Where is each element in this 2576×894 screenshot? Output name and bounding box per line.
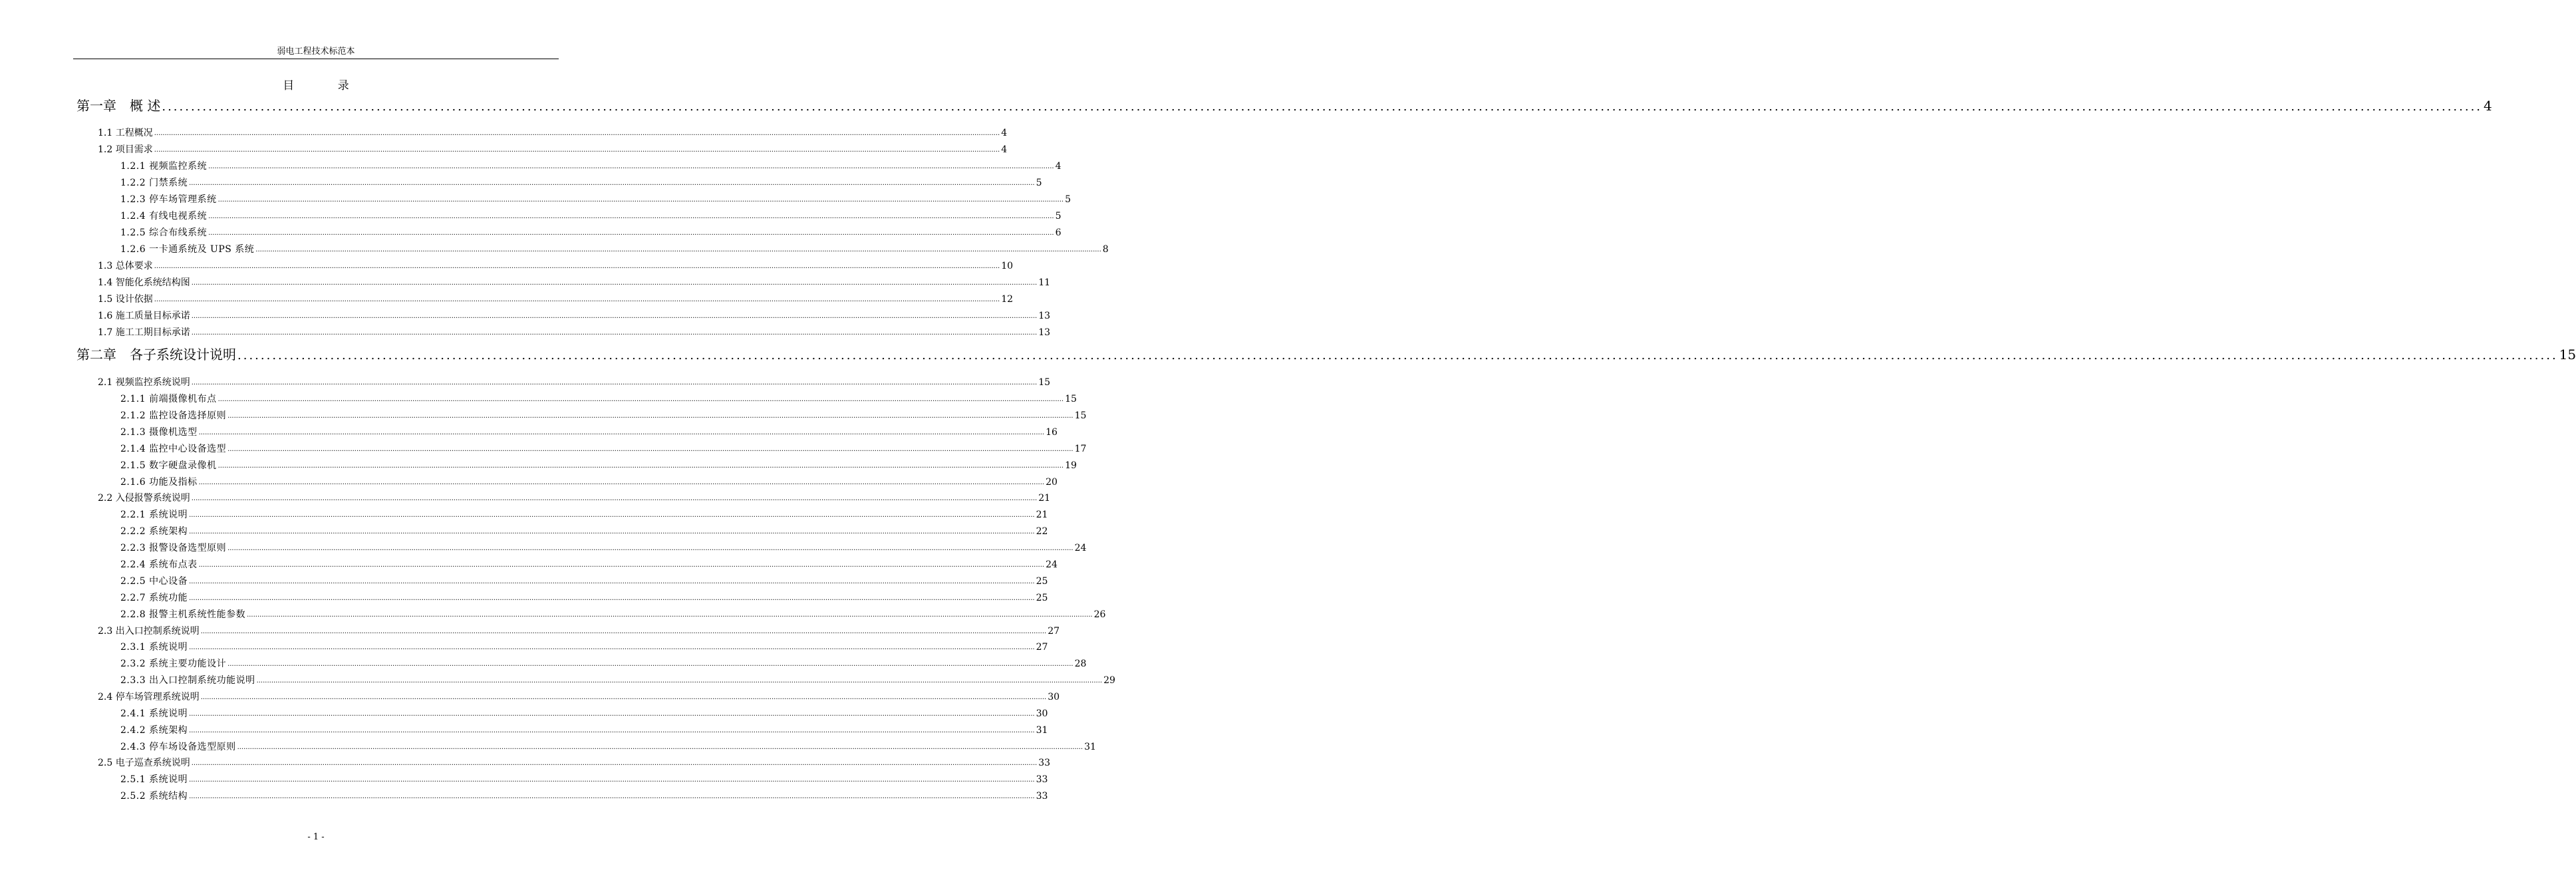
- toc-entry-label: 2.1.4 监控中心设备选型: [120, 444, 227, 454]
- toc-entry-label: 第二章 各子系统设计说明: [76, 347, 236, 363]
- toc-entry-page: 17: [1074, 444, 1087, 454]
- dot-leader: ................................................................................................................................................................................................................................................................................................................................................................................................................: [198, 479, 1045, 486]
- dot-leader: ................................................................................................................................................................................................................................................................................................................................................................................................................: [227, 446, 1073, 453]
- toc-entry-label: 2.1.3 摄像机选型: [120, 427, 198, 438]
- toc-entry[interactable]: [98, 492, 1051, 504]
- dot-leader: ................................................................................................................................................................................................................................................................................................................................................................................................................: [247, 611, 1093, 619]
- toc-entry-label: 1.2 项目需求: [98, 144, 153, 155]
- toc-entry-page: 15: [1065, 394, 1077, 404]
- toc-entry-page: 27: [1048, 626, 1060, 637]
- toc-chapter-entry[interactable]: [76, 97, 2492, 114]
- toc-entry-label: 2.5 电子巡查系统说明: [98, 758, 190, 768]
- toc-entry[interactable]: [120, 243, 1109, 255]
- toc-entry-label: 2.1.5 数字硬盘录像机: [120, 460, 217, 471]
- dot-leader: ................................................................................................................................................................................................................................................................................................................................................................................................................: [200, 694, 1047, 701]
- dot-leader: ................................................................................................................................................................................................................................................................................................................................................................................................................: [208, 163, 1054, 170]
- toc-entry-label: 1.2.5 综合布线系统: [120, 227, 208, 238]
- toc-entry[interactable]: [98, 376, 1051, 388]
- toc-entry-page: 33: [1038, 758, 1051, 768]
- toc-entry[interactable]: [98, 625, 1060, 637]
- dot-leader: ................................................................................................................................................................................................................................................................................................................................................................................................................: [191, 313, 1038, 320]
- toc-entry-page: 4: [2484, 98, 2492, 114]
- toc-entry-label: 2.2.7 系统功能: [120, 593, 188, 603]
- toc-entry[interactable]: [98, 757, 1051, 769]
- toc-entry-page: 31: [1036, 725, 1048, 736]
- toc-entry-label: 2.2.1 系统说明: [120, 510, 188, 520]
- dot-leader: ................................................................................................................................................................................................................................................................................................................................................................................................................: [208, 229, 1054, 237]
- toc-entry-page: 5: [1036, 178, 1042, 188]
- dot-leader: ................................................................................................................................................................................................................................................................................................................................................................................................................: [154, 296, 1000, 303]
- toc-entry-label: 1.5 设计依据: [98, 294, 153, 305]
- toc-entry-page: 8: [1102, 244, 1109, 255]
- toc-entry-label: 2.4 停车场管理系统说明: [98, 692, 200, 702]
- dot-leader: ................................................................................................................................................................................................................................................................................................................................................................................................................: [191, 279, 1038, 287]
- toc-entry-page: 20: [1046, 477, 1058, 488]
- toc-entry-page: 26: [1093, 609, 1106, 620]
- dot-leader: ................................................................................................................................................................................................................................................................................................................................................................................................................: [256, 677, 1103, 684]
- toc-chapter-entry[interactable]: [76, 346, 2576, 363]
- toc-entry-label: 1.1 工程概况: [98, 128, 153, 138]
- dot-leader: ................................................................................................................................................................................................................................................................................................................................................................................................................: [217, 396, 1064, 403]
- dot-leader: ................................................................................................................................................................................................................................................................................................................................................................................................................: [227, 545, 1073, 552]
- toc-entry-label: 1.2.3 停车场管理系统: [120, 194, 217, 205]
- toc-entry-label: 2.1.6 功能及指标: [120, 477, 198, 488]
- dot-leader: ................................................................................................................................................................................................................................................................................................................................................................................................................: [189, 528, 1035, 535]
- dot-leader: ................................................................................................................................................................................................................................................................................................................................................................................................................: [200, 628, 1047, 635]
- toc-entry-label: 2.3.1 系统说明: [120, 642, 188, 653]
- dot-leader: ................................................................................................................................................................................................................................................................................................................................................................................................................: [237, 349, 2558, 363]
- toc-entry-page: 4: [1001, 128, 1008, 138]
- dot-leader: ................................................................................................................................................................................................................................................................................................................................................................................................................: [191, 379, 1038, 386]
- toc-entry-page: 24: [1074, 543, 1087, 553]
- toc-entry-page: 29: [1103, 675, 1115, 686]
- dot-leader: ................................................................................................................................................................................................................................................................................................................................................................................................................: [217, 462, 1064, 470]
- toc-entry-page: 25: [1036, 593, 1048, 603]
- toc-entry[interactable]: [120, 774, 1048, 786]
- toc-entry-page: 21: [1038, 493, 1051, 504]
- toc-entry[interactable]: [120, 592, 1048, 604]
- toc-entry-page: 6: [1055, 227, 1062, 238]
- toc-entry-page: 4: [1055, 161, 1062, 172]
- dot-leader: ................................................................................................................................................................................................................................................................................................................................................................................................................: [154, 263, 1000, 270]
- toc-entry[interactable]: [120, 724, 1048, 736]
- dot-leader: ................................................................................................................................................................................................................................................................................................................................................................................................................: [237, 744, 1083, 751]
- toc-entry-label: 2.1.1 前端摄像机布点: [120, 394, 217, 404]
- toc-entry-page: 30: [1048, 692, 1060, 702]
- dot-leader: ................................................................................................................................................................................................................................................................................................................................................................................................................: [154, 146, 1000, 154]
- toc-entry-label: 1.3 总体要求: [98, 261, 153, 271]
- toc-entry[interactable]: [98, 277, 1051, 289]
- toc-entry[interactable]: [120, 210, 1062, 222]
- dot-leader: ................................................................................................................................................................................................................................................................................................................................................................................................................: [191, 760, 1038, 767]
- toc-entry[interactable]: [120, 790, 1048, 802]
- toc-entry-page: 33: [1036, 774, 1048, 785]
- toc-entry[interactable]: [120, 609, 1106, 621]
- toc-entry-page: 5: [1065, 194, 1071, 205]
- running-header: 弱电工程技术标范本: [277, 47, 355, 57]
- toc-entry-label: 2.1.2 监控设备选择原则: [120, 410, 227, 421]
- toc-entry[interactable]: [120, 674, 1115, 686]
- toc-entry[interactable]: [120, 509, 1048, 521]
- toc-entry[interactable]: [98, 127, 1008, 139]
- toc-entry[interactable]: [120, 410, 1087, 422]
- toc-entry-page: 19: [1065, 460, 1077, 471]
- toc-entry-page: 13: [1038, 327, 1051, 338]
- toc-entry-page: 33: [1036, 791, 1048, 802]
- toc-entry-label: 2.3 出入口控制系统说明: [98, 626, 200, 637]
- toc-entry[interactable]: [98, 260, 1014, 272]
- toc-entry-label: 2.4.3 停车场设备选型原则: [120, 742, 236, 752]
- toc-entry-page: 10: [1001, 261, 1014, 271]
- toc-entry-page: 27: [1036, 642, 1048, 653]
- toc-entry[interactable]: [98, 327, 1051, 339]
- dot-leader: ................................................................................................................................................................................................................................................................................................................................................................................................................: [154, 130, 1000, 137]
- toc-entry[interactable]: [98, 293, 1014, 305]
- toc-entry[interactable]: [120, 194, 1071, 206]
- toc-entry-page: 28: [1074, 659, 1087, 669]
- toc-title: 目 录: [283, 79, 369, 92]
- toc-entry[interactable]: [120, 426, 1058, 438]
- dot-leader: ................................................................................................................................................................................................................................................................................................................................................................................................................: [227, 661, 1073, 668]
- dot-leader: ................................................................................................................................................................................................................................................................................................................................................................................................................: [189, 793, 1035, 800]
- toc-entry-label: 1.2.2 门禁系统: [120, 178, 188, 188]
- page-number: - 1 -: [307, 832, 325, 842]
- toc-entry-label: 2.2.3 报警设备选型原则: [120, 543, 227, 553]
- toc-entry-page: 11: [1038, 277, 1051, 288]
- toc-entry-page: 22: [1036, 526, 1048, 537]
- toc-entry[interactable]: [98, 310, 1051, 322]
- dot-leader: ................................................................................................................................................................................................................................................................................................................................................................................................................: [217, 196, 1064, 204]
- toc-entry-label: 2.3.2 系统主要功能设计: [120, 659, 227, 669]
- toc-entry[interactable]: [120, 443, 1087, 455]
- toc-entry-page: 13: [1038, 311, 1051, 321]
- toc-entry[interactable]: [120, 641, 1048, 653]
- toc-entry-page: 15: [1074, 410, 1087, 421]
- toc-entry-page: 21: [1036, 510, 1048, 520]
- toc-entry-page: 5: [1055, 211, 1062, 222]
- toc-entry-label: 1.2.6 一卡通系统及 UPS 系统: [120, 244, 255, 255]
- toc-entry-label: 2.2.4 系统布点表: [120, 559, 198, 570]
- toc-entry-label: 2.2.8 报警主机系统性能参数: [120, 609, 246, 620]
- toc-entry-page: 24: [1046, 559, 1058, 570]
- toc-entry[interactable]: [120, 575, 1048, 587]
- toc-entry[interactable]: [120, 559, 1058, 571]
- toc-entry-page: 15: [2559, 347, 2576, 363]
- toc-entry-label: 第一章 概 述: [76, 98, 161, 114]
- toc-entry-page: 31: [1084, 742, 1096, 752]
- toc-entry[interactable]: [120, 393, 1077, 405]
- toc-entry-label: 2.4.2 系统架构: [120, 725, 188, 736]
- toc-entry-page: 4: [1001, 144, 1008, 155]
- toc-entry[interactable]: [120, 460, 1077, 472]
- toc-entry[interactable]: [120, 227, 1062, 239]
- toc-entry[interactable]: [120, 741, 1096, 753]
- toc-entry[interactable]: [98, 691, 1060, 703]
- dot-leader: ................................................................................................................................................................................................................................................................................................................................................................................................................: [227, 412, 1073, 420]
- toc-entry-page: 25: [1036, 576, 1048, 587]
- toc-entry-label: 2.3.3 出入口控制系统功能说明: [120, 675, 255, 686]
- toc-entry[interactable]: [120, 525, 1048, 537]
- toc-entry-label: 2.2.2 系统架构: [120, 526, 188, 537]
- toc-entry-label: 2.5.1 系统说明: [120, 774, 188, 785]
- dot-leader: ................................................................................................................................................................................................................................................................................................................................................................................................................: [189, 727, 1035, 734]
- toc-entry-page: 12: [1001, 294, 1014, 305]
- dot-leader: ................................................................................................................................................................................................................................................................................................................................................................................................................: [189, 776, 1035, 784]
- toc-entry-label: 1.7 施工工期目标承诺: [98, 327, 190, 338]
- toc-entry-page: 30: [1036, 708, 1048, 719]
- toc-entry[interactable]: [120, 542, 1087, 554]
- dot-leader: ................................................................................................................................................................................................................................................................................................................................................................................................................: [255, 246, 1101, 253]
- toc-entry-label: 2.4.1 系统说明: [120, 708, 188, 719]
- toc-entry[interactable]: [120, 160, 1062, 172]
- dot-leader: ................................................................................................................................................................................................................................................................................................................................................................................................................: [162, 100, 2483, 114]
- dot-leader: ................................................................................................................................................................................................................................................................................................................................................................................................................: [189, 512, 1035, 519]
- dot-leader: ................................................................................................................................................................................................................................................................................................................................................................................................................: [198, 429, 1045, 436]
- toc-entry[interactable]: [98, 144, 1008, 156]
- toc-entry-label: 2.2.5 中心设备: [120, 576, 188, 587]
- toc-entry[interactable]: [120, 708, 1048, 720]
- toc-entry-label: 1.2.1 视频监控系统: [120, 161, 208, 172]
- dot-leader: ................................................................................................................................................................................................................................................................................................................................................................................................................: [208, 213, 1054, 220]
- dot-leader: ................................................................................................................................................................................................................................................................................................................................................................................................................: [191, 329, 1038, 337]
- toc-entry-page: 15: [1038, 377, 1051, 388]
- dot-leader: ................................................................................................................................................................................................................................................................................................................................................................................................................: [189, 180, 1035, 187]
- toc-entry-label: 1.4 智能化系统结构图: [98, 277, 190, 288]
- dot-leader: ................................................................................................................................................................................................................................................................................................................................................................................................................: [189, 644, 1035, 651]
- toc-entry-label: 1.6 施工质量目标承诺: [98, 311, 190, 321]
- dot-leader: ................................................................................................................................................................................................................................................................................................................................................................................................................: [198, 561, 1045, 569]
- toc-entry-page: 16: [1046, 427, 1058, 438]
- toc-entry[interactable]: [120, 177, 1042, 189]
- toc-entry[interactable]: [120, 658, 1087, 670]
- dot-leader: ................................................................................................................................................................................................................................................................................................................................................................................................................: [189, 578, 1035, 585]
- toc-entry-label: 2.1 视频监控系统说明: [98, 377, 190, 388]
- toc-entry-label: 1.2.4 有线电视系统: [120, 211, 208, 222]
- dot-leader: ................................................................................................................................................................................................................................................................................................................................................................................................................: [189, 710, 1035, 718]
- dot-leader: ................................................................................................................................................................................................................................................................................................................................................................................................................: [191, 495, 1038, 502]
- toc-entry-label: 2.2 入侵报警系统说明: [98, 493, 190, 504]
- toc-entry[interactable]: [120, 476, 1058, 488]
- toc-entry-label: 2.5.2 系统结构: [120, 791, 188, 802]
- dot-leader: ................................................................................................................................................................................................................................................................................................................................................................................................................: [189, 595, 1035, 602]
